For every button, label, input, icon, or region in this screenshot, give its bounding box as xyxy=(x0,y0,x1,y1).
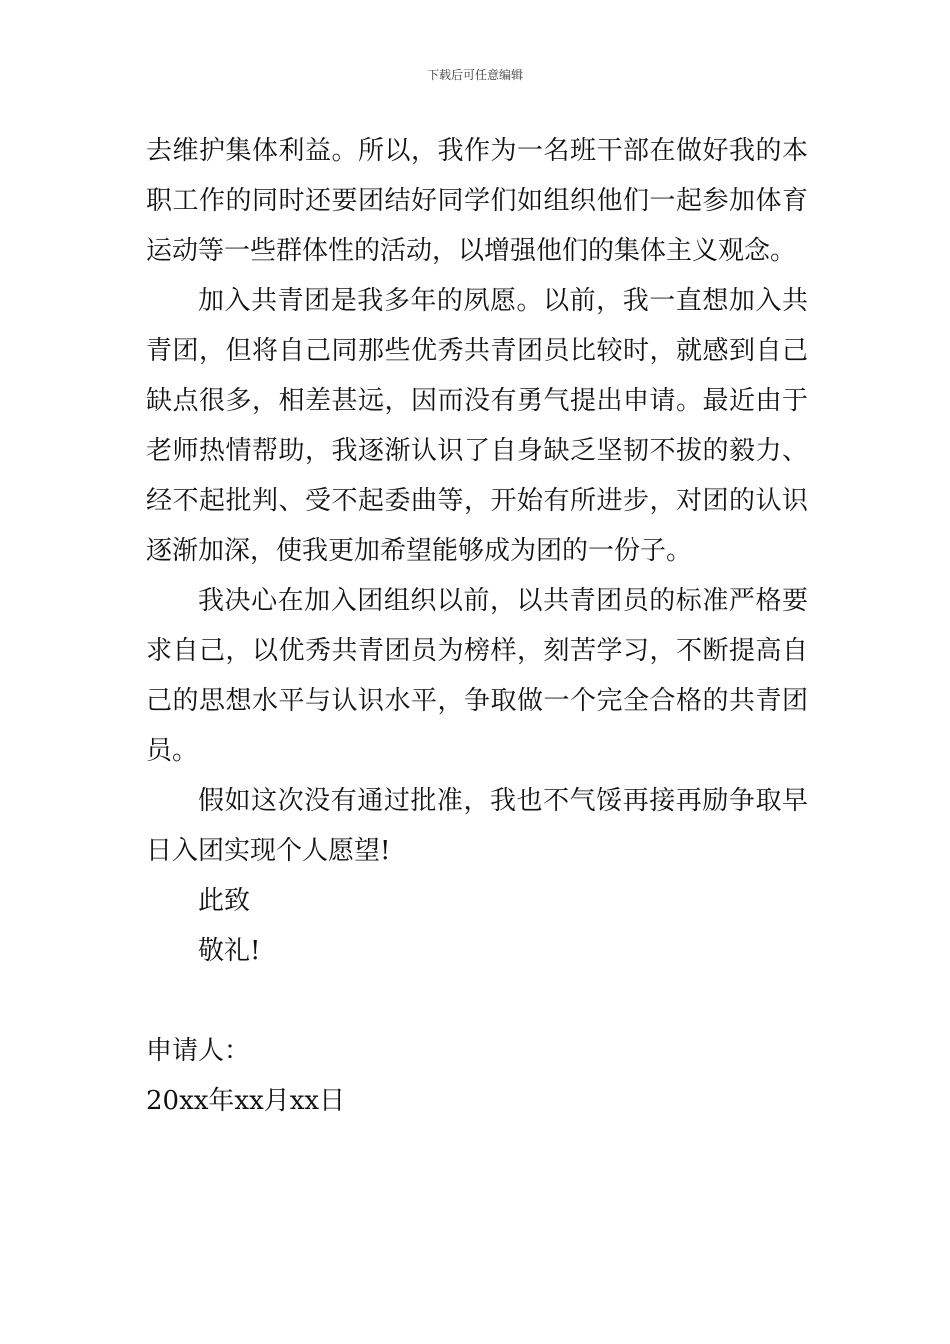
paragraph-aspiration: 加入共青团是我多年的夙愿。以前，我一直想加入共青团，但将自己同那些优秀共青团员比较时，就感到自己缺点很多，相差甚远，因而没有勇气提出申请。最近由于老师热情帮助，我逐渐认识了自身缺乏坚韧不拔的毅力、经不起批判、受不起委曲等，开始有所进步，对团的认识逐渐加深，使我更加希望能够成为团的一份子。 xyxy=(146,286,808,566)
closing-regards: 敬礼! xyxy=(198,936,261,966)
paragraph-resolution: 我决心在加入团组织以前，以共青团员的标准严格要求自己，以优秀共青团员为榜样，刻苦学习，不断提高自己的思想水平与认识水平，争取做一个完全合格的共青团员。 xyxy=(146,586,808,766)
paragraph-commitment: 假如这次没有通过批准，我也不气馁再接再励争取早日入团实现个人愿望! xyxy=(146,786,808,866)
applicant-label: 申请人： xyxy=(146,1036,251,1066)
closing-salutation: 此致 xyxy=(198,886,251,916)
paragraph-continuation: 去维护集体利益。所以，我作为一名班干部在做好我的本职工作的同时还要团结好同学们如组织他们一起参加体育运动等一些群体性的活动，以增强他们的集体主义观念。 xyxy=(146,136,808,266)
page-header-note: 下载后可任意编辑 xyxy=(426,68,523,82)
signature-date: 20xx年xx月xx日 xyxy=(146,1086,346,1116)
blank-line xyxy=(146,976,808,1026)
letter-body xyxy=(146,126,808,1126)
